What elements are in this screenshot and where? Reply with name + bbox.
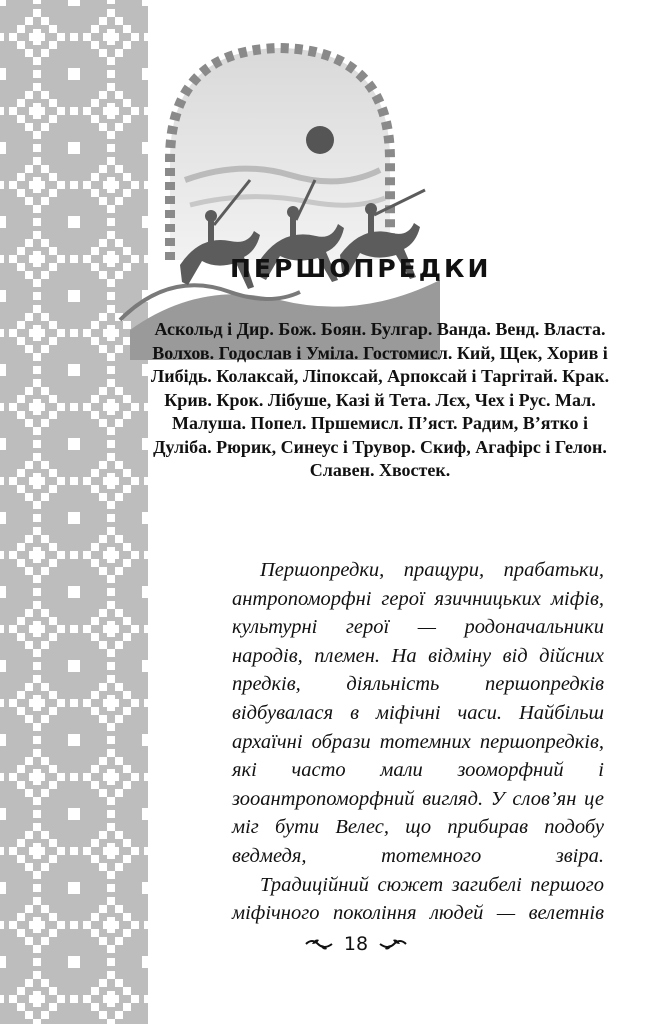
chapter-illustration: [110, 30, 450, 360]
body-paragraph-2: Традиційний сюжет загибелі першого міфічного покоління людей — велетнів: [232, 873, 604, 925]
page-folio: [296, 928, 416, 960]
body-text: [232, 556, 604, 928]
body-paragraph-1: Першопредки, пращури, прабатьки, антропоморфні герої язичницьких міфів, культурні герої — родоначальники народів, племен. На відміну від дійсних предків, діяльність першопредків відбувалася в міфічні часи. Найбільш архаїчні образи тотемних першопредків, які часто мали зооморфний і зооантропоморфний вигляд. У слов’ян це міг бути Велес, що прибирав подобу ведмедя, тотемного звіра.: [232, 559, 604, 867]
riders-on-horses-illustration: [110, 30, 450, 360]
leaf-flourish-icon: [304, 936, 334, 952]
chapter-title: ПЕРШОПРЕДКИ: [230, 254, 492, 283]
leaf-flourish-icon: [378, 936, 408, 952]
page-number: 18: [343, 933, 369, 955]
names-list: Аскольд і Дир. Бож. Боян. Булгар. Ванда. Венд. Власта. Волхов. Годослав і Уміла. Гостомисл. Кий, Щек, Хорив і Либідь. Колаксай, Ліпоксай, Арпоксай і Таргітай. Крак. Крив. Крок. Лібуше, Казі й Тета. Лєх, Чех і Рус. Мал. Малуша. Попел. Пршемисл. П’яст. Радим, В’ятко і Дуліба. Рюрик, Синеус і Трувор. Скиф, Агафірс і Гелон. Славен. Хвостек.: [150, 319, 610, 480]
